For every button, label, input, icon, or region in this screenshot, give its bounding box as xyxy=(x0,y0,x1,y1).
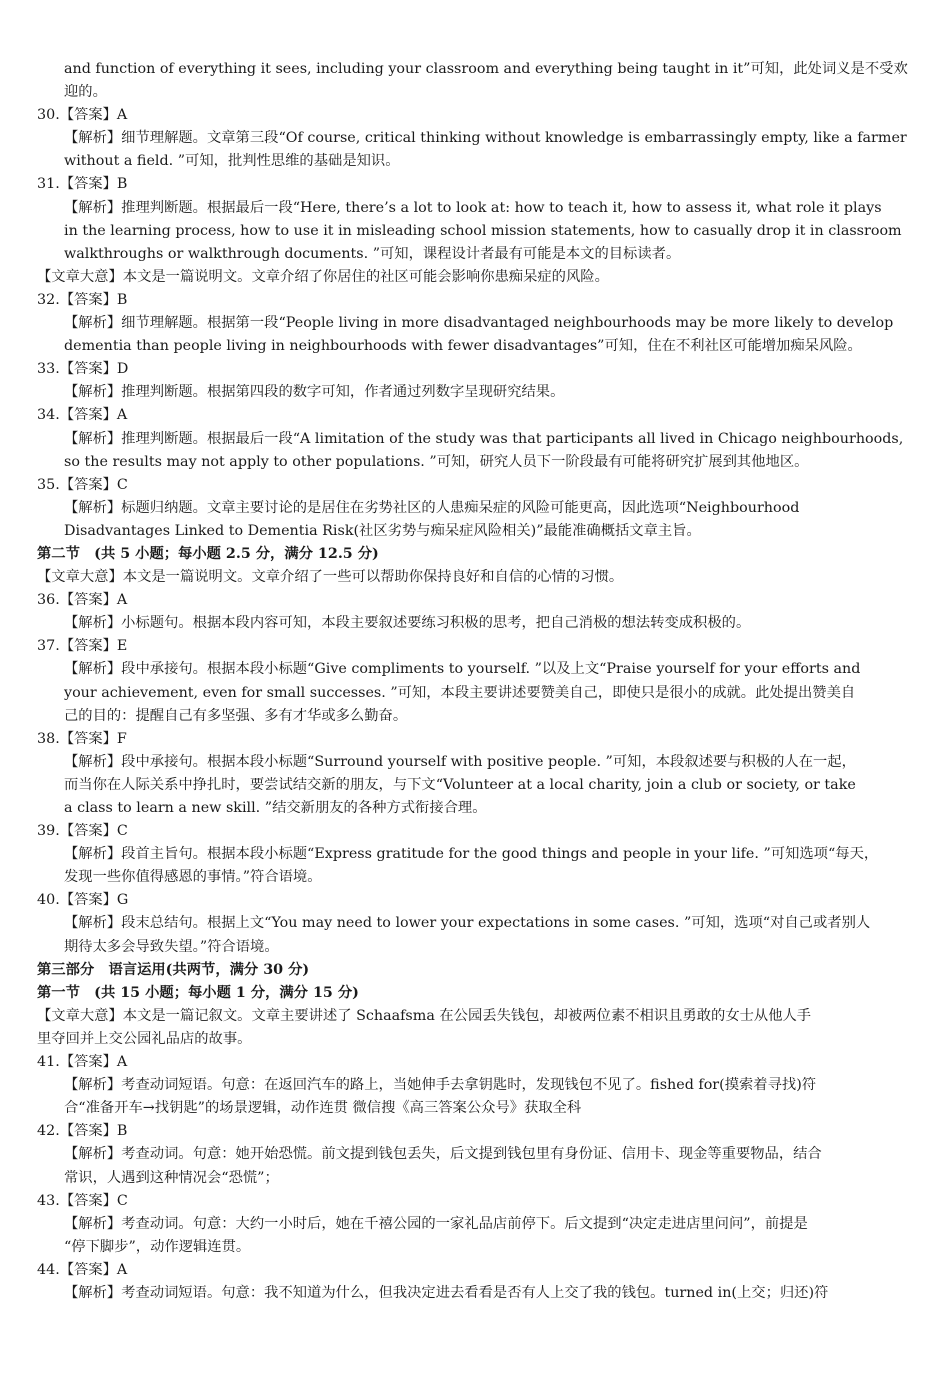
text-line: 35.【答案】C xyxy=(37,476,128,493)
text-line: 36.【答案】A xyxy=(37,592,128,609)
section-heading: 第三部分 语言运用(共两节，满分 30 分) xyxy=(37,961,310,978)
text-line: 37.【答案】E xyxy=(37,638,128,655)
text-line: 44.【答案】A xyxy=(37,1261,128,1278)
text-line: 【文章大意】本文是一篇记叙文。文章主要讲述了 Schaafsma 在公园丢失钱包，却被两位素不相识且勇敢的女士从他人手 xyxy=(37,1007,812,1024)
text-line: 常识，人遇到这种情况会“恐慌”； xyxy=(64,1169,279,1186)
text-line: 32.【答案】B xyxy=(37,291,128,308)
text-line: 31.【答案】B xyxy=(37,176,128,193)
section-heading: 第一节 (共 15 小题；每小题 1 分，满分 15 分) xyxy=(37,984,359,1001)
text-line: 【解析】考查动词短语。句意：在返回汽车的路上，当她伸手去拿钥匙时，发现钱包不见了。fished for(摸索着寻找)符 xyxy=(64,1077,817,1094)
text-line: 【解析】段末总结句。根据上文“You may need to lower your expectations in some cases. ”可知，选项“对自己或者别人 xyxy=(64,915,871,932)
text-line: 【解析】段中承接句。根据本段小标题“Give compliments to yourself. ”以及上文“Praise yourself for your efforts and xyxy=(64,661,861,678)
text-line: 43.【答案】C xyxy=(37,1192,128,1209)
text-line: 34.【答案】A xyxy=(37,407,128,424)
text-line: and function of everything it sees, including your classroom and everything being taught in it”可知，此处词义是不受欢 xyxy=(64,61,908,77)
text-line: “停下脚步”，动作逻辑连贯。 xyxy=(64,1238,251,1255)
text-line: 【解析】考查动词短语。句意：我不知道为什么，但我决定进去看看是否有人上交了我的钱包。turned in(上交；归还)符 xyxy=(64,1284,829,1301)
text-line: 42.【答案】B xyxy=(37,1123,128,1140)
text-line: 【解析】推理判断题。根据最后一段“A limitation of the study was that participants all lived in Chicago neighbourhoods, xyxy=(64,430,904,447)
text-line: walkthroughs or walkthrough documents. ”可知，课程设计者最有可能是本文的目标读者。 xyxy=(64,245,681,262)
text-line: 【文章大意】本文是一篇说明文。文章介绍了一些可以帮助你保持良好和自信的心情的习惯。 xyxy=(37,569,624,586)
text-line: your achievement, even for small successes. ”可知，本段主要讲述要赞美自己，即使只是很小的成就。此处提出赞美自 xyxy=(64,684,856,701)
text-line: a class to learn a new skill. ”结交新朋友的各种方式衔接合理。 xyxy=(64,800,487,816)
text-line: 41.【答案】A xyxy=(37,1054,128,1071)
text-line: 33.【答案】D xyxy=(37,361,129,378)
text-line: 40.【答案】G xyxy=(37,892,129,909)
text-line: 【解析】小标题句。根据本段内容可知，本段主要叙述要练习积极的思考，把自己消极的想法转变成积极的。 xyxy=(64,615,751,632)
text-line: without a field. ”可知，批判性思维的基础是知识。 xyxy=(64,153,400,170)
text-line: 30.【答案】A xyxy=(37,107,128,124)
text-line: in the learning process, how to use it in misleading school mission statements, how to casually drop it in classroom xyxy=(64,222,902,239)
section-heading: 第二节 (共 5 小题；每小题 2.5 分，满分 12.5 分) xyxy=(37,545,379,562)
text-line: 合“准备开车→找钥匙”的场景逻辑，动作连贯 微信搜《高三答案公众号》获取全科 xyxy=(64,1100,582,1117)
text-line: 【解析】考查动词。句意：她开始恐慌。前文提到钱包丢失，后文提到钱包里有身份证、信用卡、现金等重要物品，结合 xyxy=(64,1146,822,1163)
text-line: 迎的。 xyxy=(64,84,107,101)
text-line: 期待太多会导致失望。”符合语境。 xyxy=(64,938,279,955)
text-line: 39.【答案】C xyxy=(37,823,128,840)
text-line: 【解析】细节理解题。根据第一段“People living in more disadvantaged neighbourhoods may be more likely to develop xyxy=(64,315,894,332)
text-line: 【解析】考查动词。句意：大约一小时后，她在千禧公园的一家礼品店前停下。后文提到“决定走进店里问问”，前提是 xyxy=(64,1215,808,1232)
text-line: 发现一些你值得感恩的事情。”符合语境。 xyxy=(64,869,322,886)
text-line: 【文章大意】本文是一篇说明文。文章介绍了你居住的社区可能会影响你患痴呆症的风险。 xyxy=(37,268,609,285)
text-line: dementia than people living in neighbourhoods with fewer disadvantages”可知，住在不利社区可能增加痴呆风险。 xyxy=(64,338,862,355)
text-line: 【解析】推理判断题。根据最后一段“Here, there’s a lot to look at: how to teach it, how to assess it, what role it plays xyxy=(64,199,882,216)
text-line: Disadvantages Linked to Dementia Risk(社区劣势与痴呆症风险相关)”最能准确概括文章主旨。 xyxy=(64,522,701,539)
text-line: 【解析】段首主旨句。根据本段小标题“Express gratitude for the good things and people in your life. ”可知选项“每天， xyxy=(64,846,879,863)
text-line: 而当你在人际关系中挣扎时，要尝试结交新的朋友，与下文“Volunteer at a local charity, join a club or society, or take xyxy=(64,776,856,793)
text-line: 38.【答案】F xyxy=(37,730,127,747)
text-line: 【解析】推理判断题。根据第四段的数字可知，作者通过列数字呈现研究结果。 xyxy=(64,384,565,401)
text-line: so the results may not apply to other populations. ”可知，研究人员下一阶段最有可能将研究扩展到其他地区。 xyxy=(64,453,809,470)
text-line: 【解析】标题归纳题。文章主要讨论的是居住在劣势社区的人患痴呆症的风险可能更高，因此选项“Neighbourhood xyxy=(64,499,800,516)
text-line: 里夺回并上交公园礼品店的故事。 xyxy=(37,1030,252,1047)
text-line: 己的目的：提醒自己有多坚强、多有才华或多么勤奋。 xyxy=(64,707,408,724)
text-line: 【解析】细节理解题。文章第三段“Of course, critical thinking without knowledge is embarrassingly empty, like a farmer xyxy=(64,130,907,147)
text-line: 【解析】段中承接句。根据本段小标题“Surround yourself with positive people. ”可知，本段叙述要与积极的人在一起， xyxy=(64,753,856,770)
